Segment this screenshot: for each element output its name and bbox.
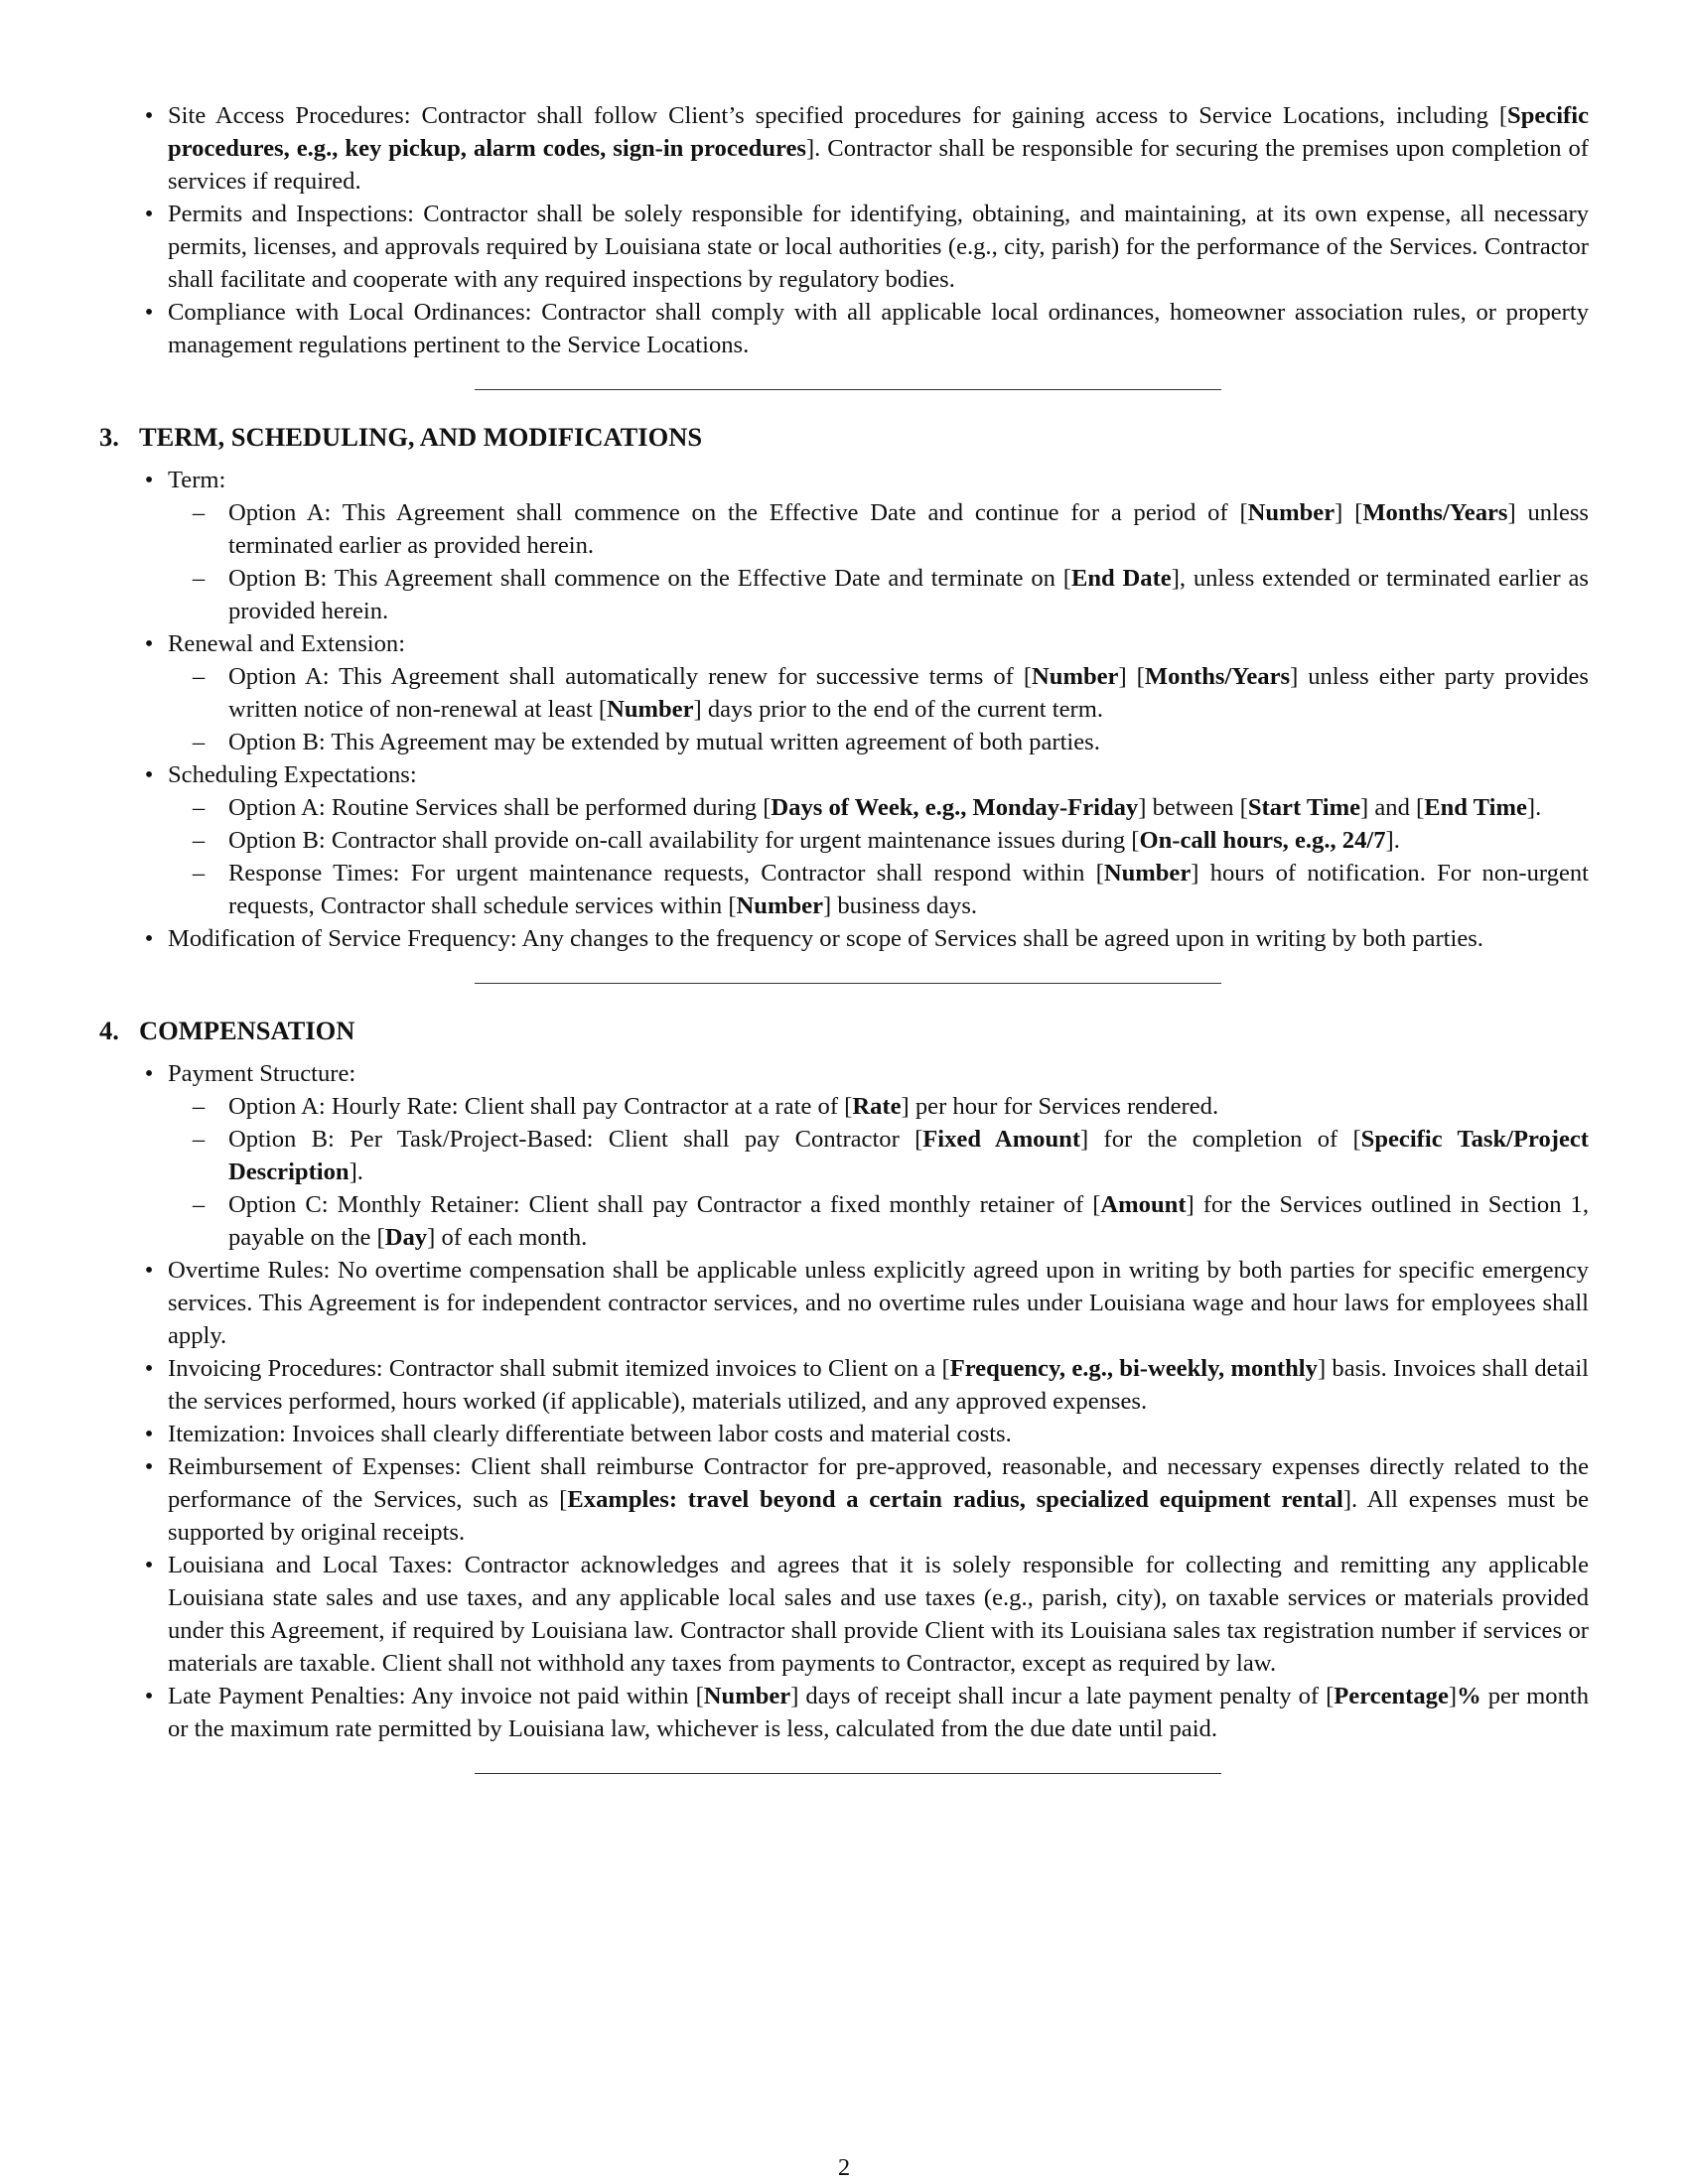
- dash-icon: –: [192, 499, 206, 526]
- body-text: ] and [: [1360, 794, 1425, 821]
- body-text: Late Payment Penalties: Any invoice not paid within [: [168, 1683, 704, 1709]
- divider-wrap: [99, 967, 1589, 1000]
- body-text: Option C: Monthly Retainer: Client shall pay Contractor a fixed monthly retainer of [: [228, 1191, 1101, 1218]
- list-item-text: [168, 201, 1589, 293]
- list-item: [99, 1549, 1589, 1680]
- dash-icon: –: [192, 1126, 206, 1153]
- list-item: [99, 99, 1589, 198]
- body-text: ].: [1385, 827, 1400, 854]
- placeholder-text: Percentage: [1334, 1683, 1449, 1709]
- bullet-icon: •: [144, 102, 154, 129]
- list-item: [99, 922, 1589, 955]
- section-divider: [475, 389, 1221, 390]
- document-page: [99, 99, 1589, 1803]
- placeholder-text: Number: [703, 1683, 791, 1709]
- sub-item-text: [228, 860, 1589, 919]
- bullet-icon: •: [144, 299, 154, 326]
- body-text: Payment Structure:: [168, 1060, 356, 1087]
- bullet-icon: •: [144, 761, 154, 788]
- body-text: ] unless either party provides written notice of non-renewal at least [: [228, 663, 1589, 723]
- sub-list-item: [168, 1188, 1589, 1254]
- bullet-icon: •: [144, 1355, 154, 1382]
- placeholder-text: Specific procedures, e.g., key pickup, alarm codes, sign-in procedures: [168, 102, 1589, 162]
- bullet-icon: •: [144, 1257, 154, 1284]
- placeholder-text: Start Time: [1247, 794, 1361, 821]
- section-bullet-list: [99, 1057, 1589, 1745]
- sub-list: [168, 1090, 1589, 1254]
- body-text: Option B: Contractor shall provide on-call availability for urgent maintenance issues during [: [228, 827, 1140, 854]
- list-item: [99, 198, 1589, 296]
- body-text: ] unless terminated earlier as provided herein.: [228, 499, 1589, 559]
- placeholder-text: End Date: [1070, 565, 1172, 592]
- section-divider: [475, 983, 1221, 984]
- sub-list-item: [168, 1123, 1589, 1188]
- dash-icon: –: [192, 1191, 206, 1218]
- body-text: Option B: This Agreement may be extended by mutual written agreement of both parties.: [228, 729, 1100, 755]
- section-divider: [475, 1773, 1221, 1774]
- sub-list-item: [168, 791, 1589, 824]
- body-text: ].: [349, 1159, 363, 1185]
- body-text: Louisiana and Local Taxes: Contractor acknowledges and agrees that it is solely responsible for collecting and remitting any applicable Louisiana state sales and use taxes, and any applicable local sales and use taxes (e.g., parish, city), on taxable services or materials provided under this Agreement, if required by Louisiana law. Contractor shall provide Client with its Louisiana sales tax registration number if services or materials are taxable. Client shall not withhold any taxes from payments to Contractor, except as required by law.: [168, 1552, 1589, 1677]
- body-text: ] days prior to the end of the current term.: [693, 696, 1103, 723]
- page-number: 2: [837, 2154, 851, 2181]
- sub-item-text: [228, 1093, 1218, 1120]
- body-text: Scheduling Expectations:: [168, 761, 417, 788]
- bullet-icon: •: [144, 1683, 154, 1709]
- body-text: ] for the completion of [: [1080, 1126, 1361, 1153]
- sub-item-text: [228, 1191, 1589, 1251]
- body-text: Response Times: For urgent maintenance requests, Contractor shall respond within [: [228, 860, 1104, 887]
- body-text: ] [: [1335, 499, 1363, 526]
- body-text: ] hours of notification. For non-urgent requests, Contractor shall schedule services within [: [228, 860, 1589, 919]
- list-item-text: [168, 299, 1589, 358]
- body-text: Option B: Per Task/Project-Based: Client shall pay Contractor [: [228, 1126, 923, 1153]
- sub-list: [168, 791, 1589, 922]
- bullet-icon: •: [144, 201, 154, 227]
- dash-icon: –: [192, 729, 206, 755]
- placeholder-text: Number: [1247, 499, 1336, 526]
- placeholder-text: Months/Years: [1144, 663, 1291, 690]
- body-text: ] for the Services outlined in Section 1, payable on the [: [228, 1191, 1589, 1251]
- placeholder-text: Amount: [1100, 1191, 1187, 1218]
- section-number: 3.: [99, 422, 119, 452]
- dash-icon: –: [192, 794, 206, 821]
- dash-icon: –: [192, 1093, 206, 1120]
- body-text: Compliance with Local Ordinances: Contractor shall comply with all applicable local ordinances, homeowner association rules, or property management regulations pertinent to the Service Locations.: [168, 299, 1589, 358]
- body-text: ], unless extended or terminated earlier as provided herein.: [228, 565, 1589, 624]
- body-text: ] of each month.: [427, 1224, 588, 1251]
- body-text: ]: [1448, 1683, 1458, 1709]
- placeholder-text: Number: [736, 892, 823, 919]
- list-item-text: [168, 1421, 1012, 1447]
- dash-icon: –: [192, 827, 206, 854]
- sub-list-item: [168, 562, 1589, 627]
- dash-icon: –: [192, 565, 206, 592]
- list-item: [99, 464, 1589, 627]
- list-item-text: [168, 1355, 1589, 1415]
- list-item-text: [168, 1552, 1589, 1677]
- placeholder-text: Specific Task/Project Description: [228, 1126, 1589, 1185]
- list-item: [99, 1352, 1589, 1418]
- list-item-text: [168, 1257, 1589, 1349]
- list-item-text: [168, 925, 1483, 952]
- section-heading: [99, 419, 1589, 455]
- list-item-text: [168, 761, 417, 788]
- list-item: [99, 1254, 1589, 1352]
- placeholder-text: End Time: [1424, 794, 1527, 821]
- placeholder-text: Rate: [852, 1093, 902, 1120]
- divider-wrap: [99, 373, 1589, 406]
- list-item: [99, 1680, 1589, 1745]
- sub-list-item: [168, 496, 1589, 562]
- bullet-icon: •: [144, 630, 154, 657]
- body-text: Renewal and Extension:: [168, 630, 406, 657]
- section-bullet-list: [99, 464, 1589, 955]
- body-text: Overtime Rules: No overtime compensation shall be applicable unless explicitly agreed upon in writing by both parties for specific emergency services. This Agreement is for independent contractor services, and no overtime rules under Louisiana wage and hour laws for employees shall apply.: [168, 1257, 1589, 1349]
- sub-item-text: [228, 663, 1589, 723]
- bullet-icon: •: [144, 1453, 154, 1480]
- list-item: [99, 1057, 1589, 1254]
- list-item: [99, 758, 1589, 922]
- placeholder-text: Days of Week, e.g., Monday-Friday: [771, 794, 1139, 821]
- body-text: Modification of Service Frequency: Any changes to the frequency or scope of Services shall be agreed upon in writing by both parties.: [168, 925, 1483, 952]
- section-number: 4.: [99, 1016, 119, 1045]
- sub-item-text: [228, 565, 1589, 624]
- sub-item-text: [228, 1126, 1589, 1185]
- body-text: ] between [: [1138, 794, 1248, 821]
- sub-list-item: [168, 1090, 1589, 1123]
- body-text: Reimbursement of Expenses: Client shall reimburse Contractor for pre-approved, reasonable, and necessary expenses directly related to the performance of the Services, such as [: [168, 1453, 1589, 1513]
- body-text: ].: [1526, 794, 1542, 821]
- body-text: Option A: This Agreement shall commence on the Effective Date and continue for a period of [: [228, 499, 1248, 526]
- section-title-text: COMPENSATION: [139, 1016, 355, 1045]
- body-text: ] days of receipt shall incur a late payment penalty of [: [790, 1683, 1335, 1709]
- body-text: ] per hour for Services rendered.: [901, 1093, 1219, 1120]
- sub-list-item: [168, 857, 1589, 922]
- list-item-text: [168, 1683, 1589, 1742]
- placeholder-text: Examples: travel beyond a certain radius, specialized equipment rental: [567, 1486, 1343, 1513]
- body-text: Option B: This Agreement shall commence on the Effective Date and terminate on [: [228, 565, 1071, 592]
- section-title-text: TERM, SCHEDULING, AND MODIFICATIONS: [139, 422, 703, 452]
- list-item-text: [168, 102, 1589, 195]
- body-text: ] business days.: [822, 892, 978, 919]
- sub-item-text: [228, 729, 1100, 755]
- bullet-icon: •: [144, 925, 154, 952]
- body-text: Option A: Hourly Rate: Client shall pay Contractor at a rate of [: [228, 1093, 853, 1120]
- body-text: ] [: [1118, 663, 1145, 690]
- intro-bullet-list: [99, 99, 1589, 361]
- sub-list: [168, 660, 1589, 758]
- sub-item-text: [228, 499, 1589, 559]
- placeholder-text: Number: [607, 696, 694, 723]
- sub-list: [168, 496, 1589, 627]
- body-text: ]. All expenses must be supported by original receipts.: [168, 1486, 1590, 1546]
- list-item: [99, 296, 1589, 361]
- sub-list-item: [168, 660, 1589, 726]
- placeholder-text: On-call hours, e.g., 24/7: [1139, 827, 1386, 854]
- placeholder-text: Fixed Amount: [922, 1126, 1081, 1153]
- placeholder-text: Number: [1032, 663, 1119, 690]
- bullet-icon: •: [144, 1552, 154, 1578]
- body-text: per month or the maximum rate permitted by Louisiana law, whichever is less, calculated from the due date until paid.: [168, 1683, 1589, 1742]
- placeholder-text: Frequency, e.g., bi-weekly, monthly: [949, 1355, 1318, 1382]
- body-text: Term:: [168, 467, 226, 493]
- body-text: ]. Contractor shall be responsible for securing the premises upon completion of services if required.: [168, 135, 1589, 195]
- sections-container: [99, 419, 1589, 1790]
- placeholder-text: Months/Years: [1362, 499, 1508, 526]
- sub-list-item: [168, 824, 1589, 857]
- bullet-icon: •: [144, 1060, 154, 1087]
- body-text: Permits and Inspections: Contractor shall be solely responsible for identifying, obtaining, and maintaining, at its own expense, all necessary permits, licenses, and approvals required by Louisiana state or local authorities (e.g., city, parish) for the performance of the Services. Contractor shall facilitate and cooperate with any required inspections by regulatory bodies.: [168, 201, 1589, 293]
- list-item: [99, 1450, 1589, 1549]
- placeholder-text: %: [1457, 1683, 1481, 1709]
- sub-item-text: [228, 827, 1400, 854]
- placeholder-text: Day: [384, 1224, 428, 1251]
- divider-wrap: [99, 1757, 1589, 1790]
- list-item-text: [168, 1453, 1589, 1546]
- sub-list-item: [168, 726, 1589, 758]
- list-item: [99, 1418, 1589, 1450]
- bullet-icon: •: [144, 1421, 154, 1447]
- body-text: Invoicing Procedures: Contractor shall submit itemized invoices to Client on a [: [168, 1355, 950, 1382]
- list-item-text: [168, 1060, 355, 1087]
- sub-item-text: [228, 794, 1541, 821]
- list-item: [99, 627, 1589, 758]
- body-text: ] basis. Invoices shall detail the services performed, hours worked (if applicable), materials utilized, and any approved expenses.: [168, 1355, 1590, 1415]
- section-heading: [99, 1013, 1589, 1048]
- list-item-text: [168, 467, 225, 493]
- dash-icon: –: [192, 663, 206, 690]
- list-item-text: [168, 630, 405, 657]
- placeholder-text: Number: [1103, 860, 1192, 887]
- dash-icon: –: [192, 860, 206, 887]
- bullet-icon: •: [144, 467, 154, 493]
- body-text: Option A: This Agreement shall automatically renew for successive terms of [: [228, 663, 1033, 690]
- body-text: Site Access Procedures: Contractor shall follow Client’s specified procedures for gaining access to Service Locations, including [: [168, 102, 1508, 129]
- body-text: Itemization: Invoices shall clearly differentiate between labor costs and material costs.: [168, 1421, 1012, 1447]
- body-text: Option A: Routine Services shall be performed during [: [228, 794, 772, 821]
